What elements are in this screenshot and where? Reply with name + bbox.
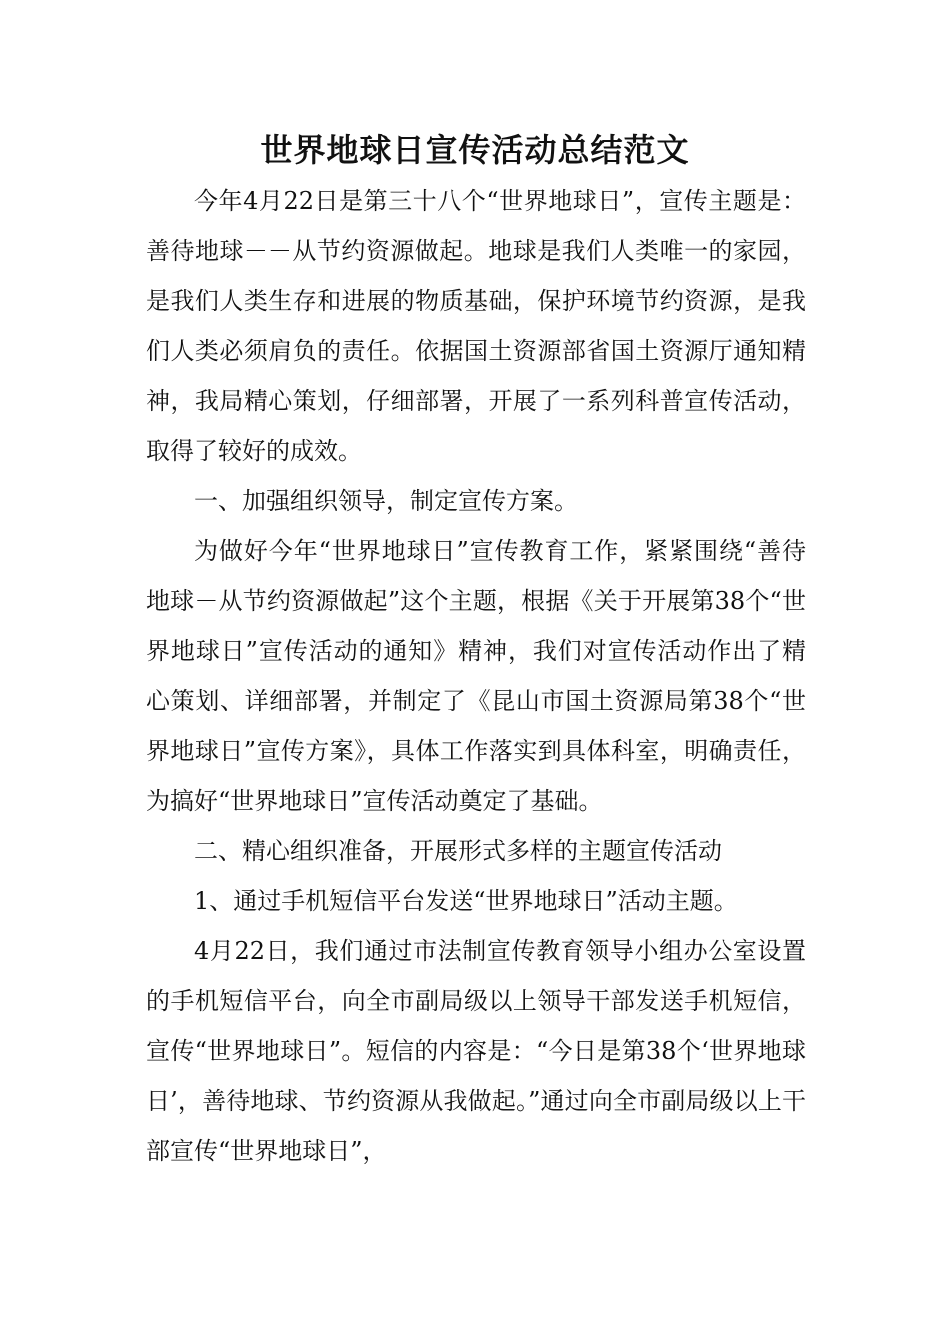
paragraph-subsection-1: 4月22日，我们通过市法制宣传教育领导小组办公室设置的手机短信平台，向全市副局级以上领导干部发送手机短信，宣传“世界地球日”。短信的内容是：“今日是第38个‘世界地球日’，善待地球、节约资源从我做起。”通过向全市副局级以上干部宣传“世界地球日”， [146,937,806,1165]
section-heading-2: 二、精心组织准备，开展形式多样的主题宣传活动 [194,837,722,865]
paragraph-section-1: 为做好今年“世界地球日”宣传教育工作，紧紧围绕“善待地球－从节约资源做起”这个主题，根据《关于开展第38个“世界地球日”宣传活动的通知》精神，我们对宣传活动作出了精心策划、详细部署，并制定了《昆山市国土资源局第38个“世界地球日”宣传方案》，具体工作落实到具体科室，明确责任，为搞好“世界地球日”宣传活动奠定了基础。 [146,537,806,815]
paragraph-intro: 今年4月22日是第三十八个“世界地球日”，宣传主题是：善待地球－－从节约资源做起。地球是我们人类唯一的家园，是我们人类生存和进展的物质基础，保护环境节约资源，是我们人类必须肩负的责任。依据国土资源部省国土资源厅通知精神，我局精心策划，仔细部署，开展了一系列科普宣传活动，取得了较好的成效。 [146,187,806,465]
section-heading-1: 一、加强组织领导，制定宣传方案。 [194,487,578,515]
document-body [146,176,806,1176]
subsection-heading-1: 1、通过手机短信平台发送“世界地球日”活动主题。 [194,887,738,915]
document-title: 世界地球日宣传活动总结范文 [260,131,690,169]
